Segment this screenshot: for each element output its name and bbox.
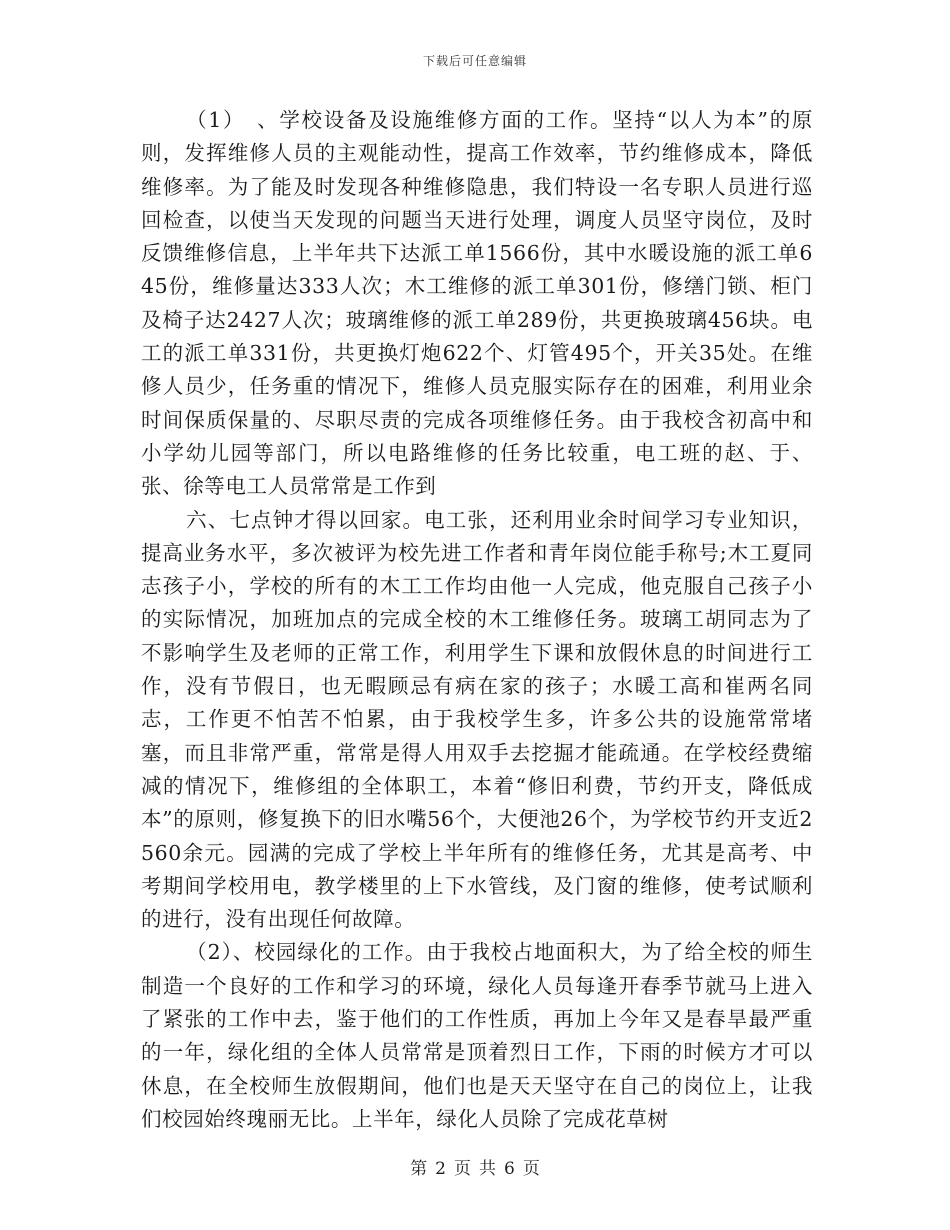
footer-prefix: 第 [410,1159,428,1179]
paragraph-2: 六、七点钟才得以回家。电工张，还利用业余时间学习专业知识，提高业务水平，多次被评为校先进工作者和青年岗位能手称号;木工夏同志孩子小，学校的所有的木工工作均由他一人完成，他克服自己孩子小的实际情况，加班加点的完成全校的木工维修任务。玻璃工胡同志为了不影响学生及老师的正常工作，利用学生下课和放假休息的时间进行工作，没有节假日，也无暇顾忌有病在家的孩子；水暖工高和崔两名同志，工作更不怕苦不怕累，由于我校学生多，许多公共的设施常常堵塞，而且非常严重，常常是得人用双手去挖掘才能疏通。在学校经费缩减的情况下，维修组的全体职工，本着“修旧利费，节约开支，降低成本”的原则，修复换下的旧水嘴56个，大便池26个，为学校节约开支近2560余元。园满的完成了学校上半年所有的维修任务，尤其是高考、中考期间学校用电，教学楼里的上下水管线，及门窗的维修，使考试顺利的进行，没有出现任何故障。 [141,507,813,932]
footer-total-word: 共 [479,1159,496,1179]
header-note: 下载后可任意编辑 [422,54,527,68]
document-body [141,104,813,1136]
paragraph-3: （2）、校园绿化的工作。由于我校占地面积大，为了给全校的师生制造一个良好的工作和学习的环境，绿化人员每逢开春季节就马上进入了紧张的工作中去，鉴于他们的工作性质，再加上今年又是春旱最严重的一年，绿化组的全体人员常常是顶着烈日工作，下雨的时候方才可以休息，在全校师生放假期间，他们也是天天坚守在自己的岗位上，让我们校园始终瑰丽无比。上半年，绿化人员除了完成花草树 [141,940,813,1131]
paragraph-1: （1） 、学校设备及设施维修方面的工作。坚持“以人为本”的原则，发挥维修人员的主观能动性，提高工作效率，节约维修成本，降低维修率。为了能及时发现各种维修隐患，我们特设一名专职人员进行巡回检查，以使当天发现的问题当天进行处理，调度人员坚守岗位，及时反馈维修信息，上半年共下达派工单1566份，其中水暖设施的派工单645份，维修量达333人次；木工维修的派工单301份，修缮门锁、柜门及椅子达2427人次；玻璃维修的派工单289份，共更换玻璃456块。电工的派工单331份，共更换灯炮622个、灯管495个，开关35处。在维修人员少，任务重的情况下，维修人员克服实际存在的困难，利用业余时间保质保量的、尽职尽责的完成各项维修任务。由于我校含初高中和小学幼儿园等部门，所以电路维修的任务比较重，电工班的赵、于、张、徐等电工人员常常是工作到 [141,108,813,499]
footer-suffix: 页 [522,1159,540,1179]
footer-page-word: 页 [454,1159,471,1179]
current-page-number: 2 [435,1159,446,1179]
total-page-number: 6 [504,1159,515,1179]
page-footer [0,1154,950,1179]
